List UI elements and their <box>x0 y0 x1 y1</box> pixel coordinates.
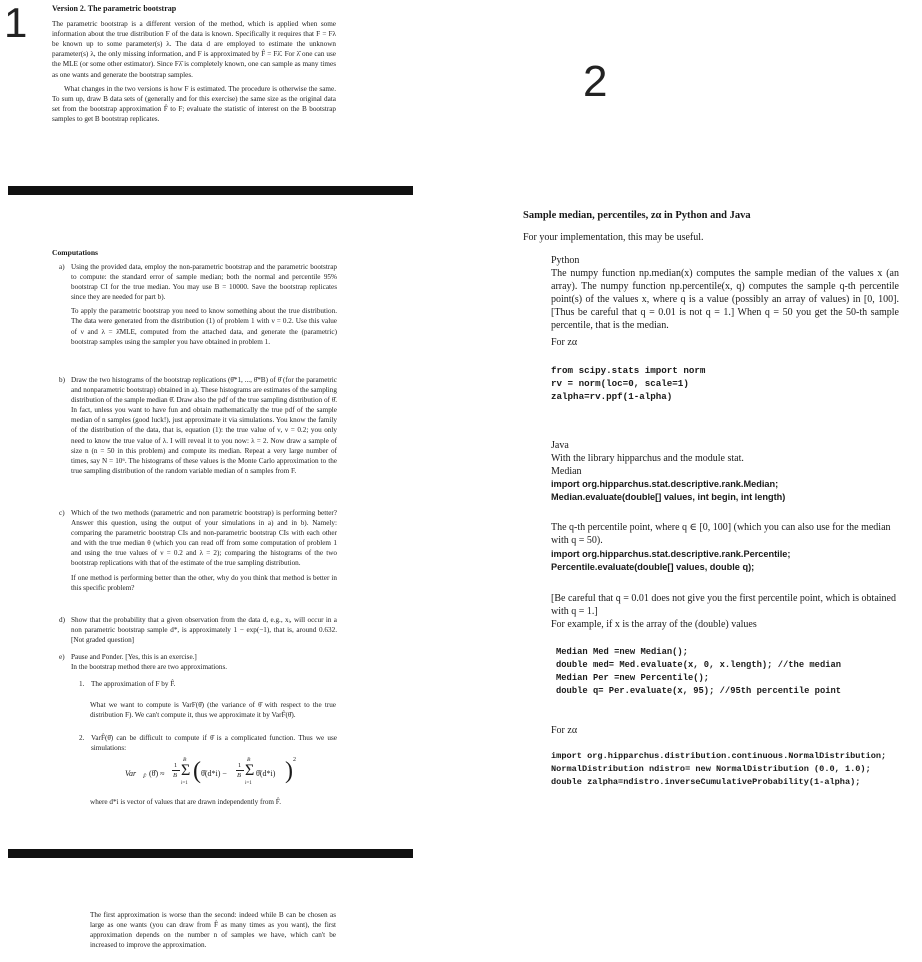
formula-inner-2: θ̂(d*i) <box>256 769 276 778</box>
formula-lhs-sub: F̂ <box>143 774 147 780</box>
where-line <box>90 797 336 807</box>
computations-section <box>52 248 338 258</box>
page-number-left: 1 <box>4 0 28 46</box>
java-example: For example, if x is the array of the (double) values <box>551 619 757 630</box>
item-a-text: Using the provided data, employ the non-parametric bootstrap and the parametric bootstrap to compute: the standard error of sample median; both the normal and percentile 95% bootstrap CI for the true median. You may use B = 10000. Save the bootstrap replicates since they are needed for part b). <box>71 263 337 302</box>
formula-frac2-num: 1 <box>238 762 242 769</box>
item-a <box>59 262 337 347</box>
java-for-z: For zα <box>551 725 578 736</box>
item-c <box>59 508 337 593</box>
item-e1-paragraph <box>90 700 336 720</box>
item-e1 <box>79 679 337 689</box>
java-example-code-line-3: Median Per =new Percentile(); <box>556 673 710 683</box>
formula-square: 2 <box>293 757 296 763</box>
java-percentile-code-line-1: import org.hipparchus.stat.descriptive.rank.Percentile; <box>551 549 791 559</box>
java-percentile-text: The q-th percentile point, where q ∈ [0, 100] (which you can also use for the median with q = 50). <box>551 522 891 546</box>
python-code <box>551 364 899 403</box>
computations-heading: Computations <box>52 248 98 257</box>
variance-formula <box>125 757 325 793</box>
divider-bar-bottom <box>8 849 413 858</box>
python-for-z: For zα <box>551 337 578 348</box>
item-d <box>59 615 337 645</box>
java-median-code-line-1: import org.hipparchus.stat.descriptive.rank.Median; <box>551 479 779 489</box>
right-intro: For your implementation, this may be useful. <box>523 232 704 243</box>
version-heading: Version 2. The parametric bootstrap <box>52 4 177 13</box>
python-code-line-1: from scipy.stats import norm <box>551 365 706 376</box>
item-e1-label: 1. <box>79 680 85 688</box>
formula-paren-close: ) <box>285 758 293 784</box>
java-example-code-line-4: double q= Per.evaluate(x, 95); //95th percentile point <box>556 686 842 696</box>
page-number-right: 2 <box>583 57 608 106</box>
item-e2-text: VarF̂(θ̂) can be difficult to compute if θ̂ is a complicated function. Thus we use simulations: <box>91 734 337 753</box>
java-block <box>551 439 899 478</box>
formula-inner: θ̂(d*i) − <box>201 769 227 778</box>
formula-frac2-line <box>236 770 244 771</box>
formula-sum-bot: i=1 <box>181 781 188 786</box>
java-z-code <box>551 750 919 789</box>
java-z-code-line-1: import org.hipparchus.distribution.continuous.NormalDistribution; <box>551 751 887 761</box>
item-e-text: Pause and Ponder. [Yes, this is an exercise.] <box>71 653 197 661</box>
formula-lhs: Var <box>125 769 137 778</box>
item-a-text-2: To apply the parametric bootstrap you need to know something about the true distribution. The data were generated from the distribution (1) of problem 1 with ν = 0.2. Use this value of ν and λ = λ̂MLE, computed from the attached data, and generate the (parametric) bootstrap samples using the sampler you have obtained in problem 1. <box>71 307 337 346</box>
item-e <box>59 652 337 672</box>
java-z-code-line-3: double zalpha=ndistro.inverseCumulativeProbability(1-alpha); <box>551 777 861 787</box>
python-code-line-2: rv = norm(loc=0, scale=1) <box>551 378 689 389</box>
item-e2 <box>79 733 337 753</box>
formula-lhs-arg: (θ̂) ≈ <box>149 769 165 778</box>
java-median-code <box>551 478 899 504</box>
divider-bar-top <box>8 186 413 195</box>
formula-sigma-2: Σ <box>245 762 255 779</box>
final-text: The first approximation is worse than the second: indeed while B can be chosen as large as one wants (you can draw from F̂ as many times as you want), the first approximation depends on the number n of samples we have, which can't be increased to improve the approximation. <box>90 911 336 950</box>
formula-frac-den: B <box>173 772 177 779</box>
formula-sigma-1: Σ <box>181 762 191 779</box>
where-text: where d*i is vector of values that are drawn independently from F̂. <box>90 798 282 806</box>
java-text: With the library hipparchus and the module stat. <box>551 453 744 464</box>
item-c-label: c) <box>59 509 65 517</box>
item-c-text-2: If one method is performing better than the other, why do you think that method is better in this specific problem? <box>71 573 337 592</box>
item-b-text: Draw the two histograms of the bootstrap replications (θ̂*1, ..., θ̂*B) of θ̂ (for the parametric and nonparametric bootstrap) obtained in a). These histograms are estimates of the sampling distribution of the sample median θ̂. Draw also the pdf of the true sampling distribution of θ̂. In fact, unless you want to have fun and obtain mathematically the true pdf of the sample median of n samples (good luck!), just approximate it via simulations. You know the family of the distribution of the data, that is, equation (1): the true value of ν, ν = 0.2; you only need to know the true value of λ. I will reveal it to you now: λ = 2. Now draw a sample of size n (n = 50 in this problem) and compute its median. Repeat a very large number of times, say N = 10⁶. The histograms of these values is the Monte Carlo approximation to the true sampling distribution of the random variable median of n samples from F. <box>71 376 337 475</box>
java-percentile-code <box>551 548 899 574</box>
item-d-label: d) <box>59 616 65 624</box>
formula-frac-line <box>172 770 180 771</box>
item-e-text-2: In the bootstrap method there are two approximations. <box>71 663 228 672</box>
item-e1-para-text: What we want to compute is VarF(θ̂) (the variance of θ̂ with respect to the true distribution F). We can't compute it, thus we approximate it by VarF̂(θ̂). <box>90 701 336 720</box>
item-e2-label: 2. <box>79 734 85 742</box>
item-b-label: b) <box>59 376 65 384</box>
item-a-label: a) <box>59 263 65 271</box>
python-heading: Python <box>551 255 580 266</box>
java-careful: [Be careful that q = 0.01 does not give you the first percentile point, which is obtained with q = 1.] <box>551 593 896 617</box>
java-percentile-code-line-2: Percentile.evaluate(double[] values, double q); <box>551 562 755 572</box>
python-block <box>551 254 899 349</box>
java-careful-block <box>551 592 899 631</box>
formula-sum2-bot: i=1 <box>245 781 252 786</box>
python-code-line-3: zalpha=rv.ppf(1-alpha) <box>551 391 673 402</box>
java-median-code-line-2: Median.evaluate(double[] values, int begin, int length) <box>551 492 786 502</box>
final-paragraph <box>90 910 336 950</box>
formula-sum-top: B <box>183 757 187 763</box>
java-heading: Java <box>551 440 569 451</box>
item-e-label: e) <box>59 653 65 661</box>
version-paragraph-1: The parametric bootstrap is a different version of the method, which is applied when some information about the true distribution F of the data is known. Specifically it requires that F = Fλ be known up to some parameter(s) λ. The data d are employed to estimate the unknown parameter(s) λ, the only missing information, and F is approximated by F̂ = Fλ̂. For λ̂ one can use the MLE (or some other estimator). Since Fλ̂ is completely known, one can sample as many times as one wants and generate the bootstrap samples. <box>52 20 336 79</box>
python-text: The numpy function np.median(x) computes the sample median of the values x (an array). The numpy function np.percentile(x, q) computes the sample q-th percentile point(s) of the values x, where q is a value (possibly an array of values) in [0, 100]. [Thus be careful that q = 0.01 is not q = 1.] When q = 50 you get the 50-th sample percentile, that is the median. <box>551 268 899 331</box>
java-median-heading: Median <box>551 466 582 477</box>
formula-frac-num: 1 <box>174 762 178 769</box>
formula-paren-open: ( <box>193 758 201 784</box>
java-example-code <box>556 646 906 698</box>
java-example-code-line-2: double med= Med.evaluate(x, 0, x.length); //the median <box>556 660 842 670</box>
java-example-code-line-1: Median Med =new Median(); <box>556 647 688 657</box>
version-section <box>52 4 336 124</box>
formula-frac2-den: B <box>237 772 241 779</box>
formula-sum2-top: B <box>247 757 251 763</box>
item-c-text: Which of the two methods (parametric and non parametric bootstrap) is performing better? Answer this question, using the output of your simulations in a) and in b). Namely: comparing the parametric bootstrap CIs and non-parametric bootstrap CIs with each other and with the true median θ (which you can read off from some computation of problem 1 and using the true values of ν = 0.2 and λ = 2); comparing the histograms of the two bootstrap replications with that of the estimate of the true sampling distribution. <box>71 509 337 568</box>
item-b <box>59 375 337 476</box>
item-e1-text: The approximation of F by F̂. <box>91 680 176 688</box>
right-title: Sample median, percentiles, zα in Python and Java <box>523 210 751 221</box>
item-d-text: Show that the probability that a given observation from the data d, e.g., xᵢ, will occur in a non parametric bootstrap sample d*, is approximately 1 − exp(−1), that is, around 0.632. [Not graded question] <box>71 616 337 645</box>
java-z-code-line-2: NormalDistribution ndistro= new NormalDistribution (0.0, 1.0); <box>551 764 871 774</box>
version-paragraph-2: What changes in the two versions is how F is estimated. The procedure is otherwise the same. To sum up, draw B data sets of (generally and for this exercise) the same size as the original data set from the bootstrap approximation F̂ to F; evaluate the statistic of interest on the B bootstrap samples to get B bootstrap replicates. <box>52 84 336 123</box>
